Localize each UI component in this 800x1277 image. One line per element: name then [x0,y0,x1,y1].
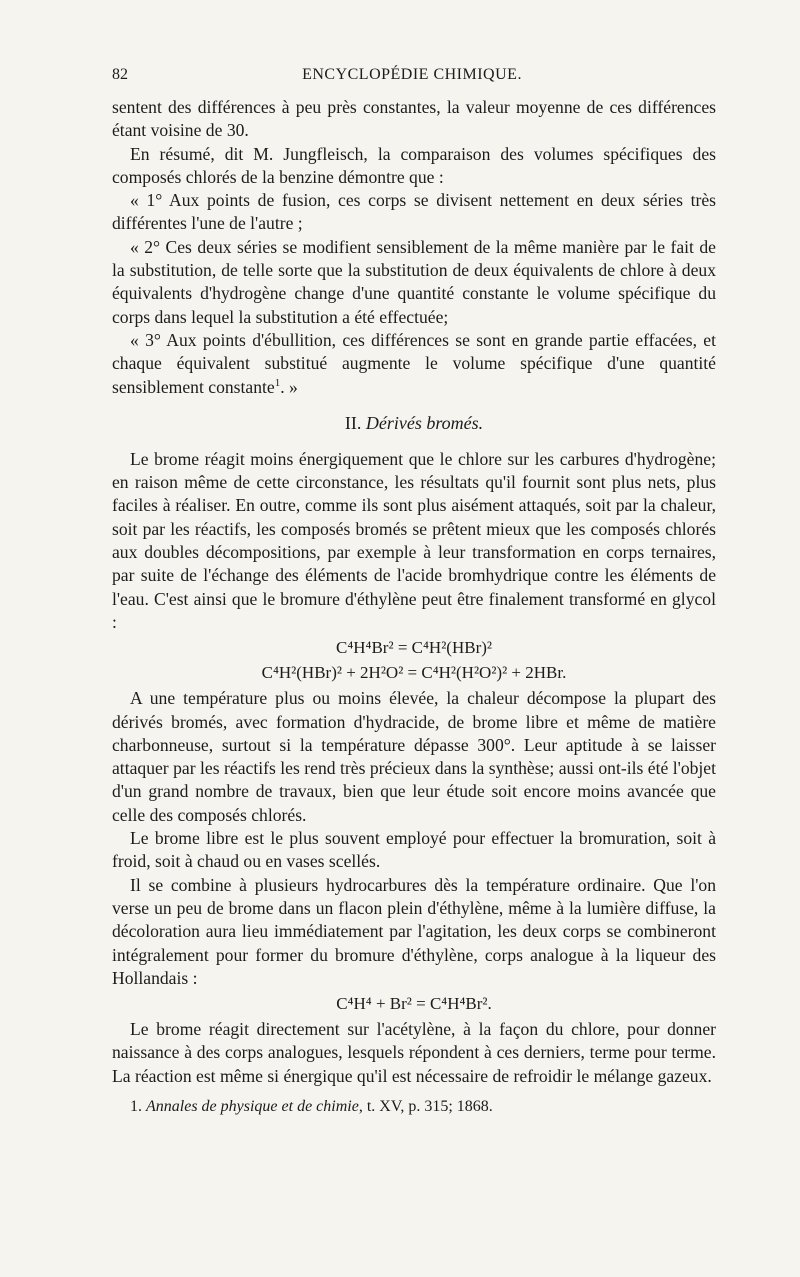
running-header [112,66,716,84]
quote-item-2: « 2° Ces deux séries se modifient sensiblement de la même manière par le fait de la substitution, de telle sorte que la substitution de deux équivalents de chlore à deux équivalents d'hydrogène change d'une quantité constante le volume spécifique du corps dans lequel la substitution a été effectuée; [112,236,716,327]
equation-2: C⁴H²(HBr)² + 2H²O² = C⁴H²(H²O²)² + 2HBr. [261,663,567,683]
footnote-number: 1. [130,1097,142,1115]
footnote-source: Annales de physique et de chimie [146,1097,359,1115]
running-title: ENCYCLOPÉDIE CHIMIQUE. [302,66,522,83]
quote-item-3-text: « 3° Aux points d'ébullition, ces différences se sont en grande partie effacées, et chaque équivalent substitué augmente le volume spécifique d'une quantité sensiblement constante [112,329,716,397]
paragraph-bromine-intro: Le brome réagit moins énergiquement que le chlore sur les carbures d'hydrogène; en raison même de cette circonstance, les résultats qu'il fournit sont plus nets, plus faciles à réaliser. En outre, comme ils sont plus aisément attaqués, soit par la chaleur, soit par les réactifs, les composés bromés se prêtent mieux que les composés chlorés aux doubles décompositions, par exemple à leur transformation en corps ternaires, par suite de l'échange des éléments de l'acide bromhydrique contre les éléments de l'eau. C'est ainsi que le bromure d'éthylène peut être finalement transformé en glycol : [112,448,716,632]
footnote-details: , t. XV, p. 315; 1868. [358,1097,493,1115]
section-number: II. [344,412,362,433]
paragraph-ethylene: Il se combine à plusieurs hydrocarbures dès la température ordinaire. Que l'on verse un peu de brome dans un flacon plein d'éthylène, même à la lumière diffuse, la décoloration aura lieu immédiatement par l'agitation, les deux corps se combineront intégralement pour former du bromure d'éthylène, corps analogue à la liqueur des Hollandais : [112,874,716,988]
equation-3: C⁴H⁴ + Br² = C⁴H⁴Br². [336,994,492,1014]
paragraph-decomposition: A une température plus ou moins élevée, la chaleur décompose la plupart des dérivés bromés, avec formation d'hydracide, de brome libre et même de matière charbonneuse, surtout si la température dépasse 300°. Leur aptitude à se laisser attaquer par les réactifs les rend très précieux dans la synthèse; aussi ont-ils été l'objet d'un grand nombre de travaux, bien que leur étude soit encore moins avancée que celle des composés chlorés. [112,688,716,825]
section-title: Dérivés bromés. [365,412,484,433]
equation-1: C⁴H⁴Br² = C⁴H²(HBr)² [336,638,492,658]
page-number: 82 [112,66,128,83]
paragraph-summary: En résumé, dit M. Jungfleisch, la comparaison des volumes spécifiques des composés chlorés de la benzine démontre que : [112,143,716,187]
section-heading [112,412,716,434]
paragraph-bromination: Le brome libre est le plus souvent employé pour effectuer la bromuration, soit à froid, soit à chaud ou en vases scellés. [112,828,716,872]
footnote-reference: 1 [274,376,281,389]
footnote [112,1096,716,1118]
paragraph-acetylene: Le brome réagit directement sur l'acétylène, à la façon du chlore, pour donner naissance à des corps analogues, lesquels répondent à ces derniers, terme pour terme. La réaction est même si énergique qu'il est nécessaire de refroidir le mélange gazeux. [112,1019,716,1086]
quote-close: . » [280,376,298,397]
quote-item-3 [112,329,716,399]
paragraph-continuation: sentent des différences à peu près constantes, la valeur moyenne de ces différences étant voisine de 30. [112,97,716,141]
quote-item-1: « 1° Aux points de fusion, ces corps se divisent nettement en deux séries très différentes l'une de l'autre ; [112,190,716,234]
